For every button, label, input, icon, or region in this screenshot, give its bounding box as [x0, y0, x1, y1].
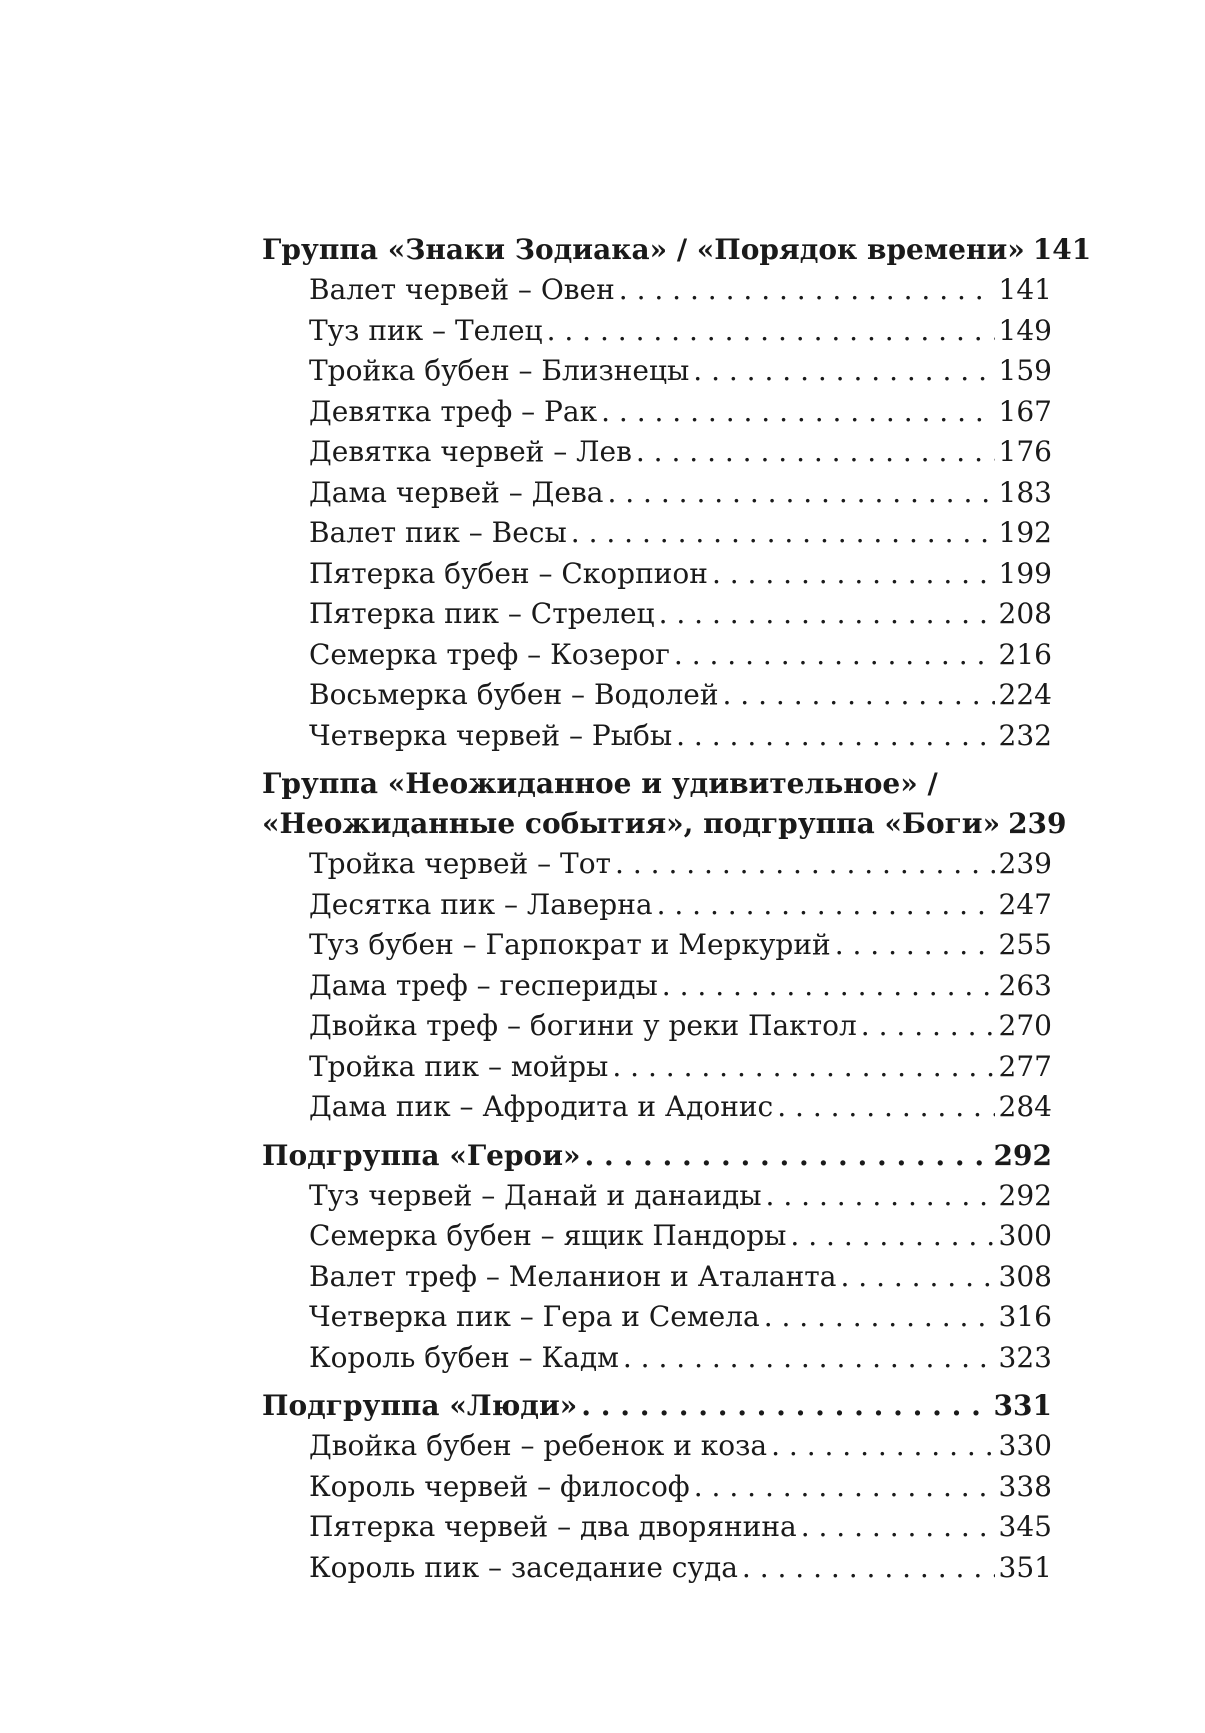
- toc-entry: [262, 1216, 1052, 1257]
- toc-leader: [694, 1467, 995, 1508]
- toc-entry: [262, 1548, 1052, 1589]
- toc-entry-page: 308: [998, 1259, 1052, 1293]
- toc-leader: [742, 1548, 995, 1589]
- toc-entry-page: 167: [998, 394, 1052, 428]
- toc-leader: [674, 635, 995, 676]
- toc-leader: [547, 311, 995, 352]
- toc-entry: [262, 1467, 1052, 1508]
- toc-group-heading: [262, 804, 1067, 844]
- toc-leader: [801, 1507, 995, 1548]
- toc-entry: [262, 432, 1052, 473]
- toc-entry-label: Тройка червей – Тот: [309, 847, 612, 880]
- toc-entry: [262, 675, 1052, 716]
- toc-group-heading: [262, 1136, 1052, 1176]
- toc-entry-label: Дама треф – геспериды: [309, 968, 658, 1002]
- toc-heading-title: «Неожиданные события», подгруппа «Боги»: [262, 807, 1001, 840]
- toc-entry-label: Дама пик – Афродита и Адонис: [309, 1090, 774, 1123]
- toc-entry: [262, 1006, 1052, 1047]
- toc-entry: [262, 716, 1052, 757]
- toc-entry: [262, 844, 1052, 885]
- toc-entry: [262, 1087, 1052, 1128]
- toc-entry-label: Восьмерка бубен – Водолей: [309, 678, 719, 711]
- toc-entry-label: Двойка бубен – ребенок и коза: [309, 1429, 768, 1462]
- toc-entry-label: Король бубен – Кадм: [309, 1340, 619, 1374]
- toc-entry: [262, 1507, 1052, 1548]
- toc-entry-page: 159: [998, 354, 1052, 387]
- toc-entry-page: 338: [998, 1469, 1052, 1503]
- toc-entry-page: 270: [998, 1009, 1052, 1042]
- toc-entry: [262, 1338, 1052, 1379]
- toc-leader: [777, 1087, 994, 1128]
- toc-leader: [585, 1136, 990, 1176]
- toc-entry-label: Девятка треф – Рак: [309, 394, 598, 428]
- toc-entry-page: 224: [998, 678, 1052, 711]
- toc-entry-page: 300: [998, 1219, 1052, 1252]
- toc-entry-label: Тройка пик – мойры: [309, 1049, 609, 1083]
- toc-entry-page: 199: [998, 556, 1052, 590]
- toc-entry-label: Пятерка пик – Стрелец: [309, 597, 655, 630]
- toc-entry: [262, 392, 1052, 433]
- toc-entry-label: Туз червей – Данай и данаиды: [309, 1178, 762, 1212]
- toc-group-gods: [262, 764, 1067, 1128]
- toc-leader: [676, 716, 994, 757]
- toc-entry-page: 255: [998, 928, 1052, 961]
- toc-leader: [615, 844, 995, 885]
- group-spacer: [262, 756, 1052, 764]
- toc-entry: [262, 513, 1052, 554]
- group-spacer: [262, 1128, 1052, 1136]
- toc-leader: [607, 473, 994, 514]
- table-of-contents: [262, 230, 1092, 1588]
- toc-entry-page: 208: [998, 597, 1052, 630]
- toc-entry-label: Десятка пик – Лаверна: [309, 887, 653, 921]
- toc-entry-label: Семерка бубен – ящик Пандоры: [309, 1219, 787, 1252]
- toc-heading-page: 239: [1008, 807, 1067, 840]
- toc-leader: [659, 594, 995, 635]
- toc-entry-label: Дама червей – Дева: [309, 475, 604, 509]
- toc-leader: [601, 392, 994, 433]
- toc-entry: [262, 1047, 1052, 1088]
- toc-entry-page: 345: [998, 1510, 1052, 1543]
- toc-leader: [790, 1216, 994, 1257]
- toc-entry: [262, 925, 1052, 966]
- toc-entry-page: 247: [998, 887, 1052, 921]
- toc-entry-page: 277: [998, 1049, 1052, 1083]
- toc-entry-page: 351: [998, 1550, 1052, 1584]
- toc-leader: [662, 966, 995, 1007]
- toc-entry: [262, 473, 1052, 514]
- toc-entry: [262, 1426, 1052, 1467]
- toc-entry: [262, 311, 1052, 352]
- toc-entry-page: 183: [998, 475, 1052, 509]
- toc-entry: [262, 635, 1052, 676]
- toc-entry-page: 284: [998, 1090, 1052, 1123]
- toc-heading-title: Подгруппа «Люди»: [262, 1389, 578, 1422]
- toc-entry-page: 232: [998, 718, 1052, 752]
- toc-entry-page: 263: [998, 968, 1052, 1002]
- toc-entry-label: Четверка червей – Рыбы: [309, 718, 673, 752]
- toc-entry-label: Туз бубен – Гарпократ и Меркурий: [309, 928, 831, 961]
- toc-group-zodiac: [262, 230, 1092, 756]
- toc-leader: [693, 351, 994, 392]
- toc-heading-page: 292: [993, 1138, 1052, 1172]
- toc-entry-page: 192: [998, 516, 1052, 549]
- toc-leader: [619, 270, 995, 311]
- toc-leader: [623, 1338, 995, 1379]
- toc-entry-label: Валет пик – Весы: [309, 516, 567, 549]
- toc-leader: [571, 513, 995, 554]
- toc-entry-label: Король червей – философ: [309, 1469, 690, 1503]
- toc-entry-page: 141: [998, 273, 1052, 306]
- toc-entry-label: Валет треф – Меланион и Аталанта: [309, 1259, 837, 1293]
- toc-entry-label: Король пик – заседание суда: [309, 1550, 738, 1584]
- toc-entry-label: Туз пик – Телец: [309, 313, 543, 347]
- toc-entry-page: 149: [998, 313, 1052, 347]
- toc-leader: [581, 1386, 989, 1426]
- toc-entry-label: Пятерка червей – два дворянина: [309, 1510, 797, 1543]
- toc-entry: [262, 885, 1052, 926]
- group-spacer: [262, 1378, 1052, 1386]
- toc-leader: [636, 432, 995, 473]
- toc-entry-label: Валет червей – Овен: [309, 273, 615, 306]
- toc-entry-label: Четверка пик – Гера и Семела: [309, 1300, 760, 1333]
- toc-leader: [771, 1426, 994, 1467]
- toc-entry: [262, 1297, 1052, 1338]
- toc-heading-title: Группа «Знаки Зодиака» / «Порядок времени»: [262, 233, 1025, 266]
- toc-entry-label: Двойка треф – богини у реки Пактол: [309, 1009, 857, 1042]
- toc-leader: [657, 885, 995, 926]
- toc-leader: [835, 925, 995, 966]
- toc-entry-page: 316: [998, 1300, 1052, 1333]
- toc-entry: [262, 1257, 1052, 1298]
- toc-group-heading: [262, 230, 1092, 270]
- toc-leader: [712, 554, 995, 595]
- toc-leader: [861, 1006, 995, 1047]
- toc-entry-label: Семерка треф – Козерог: [309, 637, 670, 671]
- toc-entry: [262, 1176, 1052, 1217]
- toc-entry-page: 239: [998, 847, 1052, 880]
- toc-leader: [840, 1257, 994, 1298]
- toc-group-heading-line1: Группа «Неожиданное и удивительное» /: [262, 767, 938, 800]
- toc-entry: [262, 966, 1052, 1007]
- toc-group-heading: [262, 1386, 1052, 1426]
- toc-leader: [764, 1297, 995, 1338]
- toc-entry-page: 176: [998, 435, 1052, 468]
- toc-heading-page: 141: [1032, 233, 1092, 266]
- toc-entry-label: Девятка червей – Лев: [309, 435, 632, 468]
- toc-entry: [262, 554, 1052, 595]
- toc-heading-title: Подгруппа «Герои»: [262, 1138, 581, 1172]
- toc-entry: [262, 270, 1052, 311]
- toc-group-people: [262, 1386, 1052, 1588]
- toc-entry-label: Тройка бубен – Близнецы: [309, 354, 690, 387]
- toc-leader: [612, 1047, 994, 1088]
- toc-leader: [766, 1176, 995, 1217]
- toc-entry-page: 216: [998, 637, 1052, 671]
- toc-entry: [262, 351, 1052, 392]
- toc-heading-page: 331: [993, 1389, 1052, 1422]
- toc-entry-label: Пятерка бубен – Скорпион: [309, 556, 708, 590]
- toc-leader: [723, 675, 995, 716]
- toc-group-heroes: [262, 1136, 1052, 1379]
- toc-entry: [262, 594, 1052, 635]
- toc-entry-page: 330: [998, 1429, 1052, 1462]
- toc-entry-page: 323: [998, 1340, 1052, 1374]
- toc-entry-page: 292: [998, 1178, 1052, 1212]
